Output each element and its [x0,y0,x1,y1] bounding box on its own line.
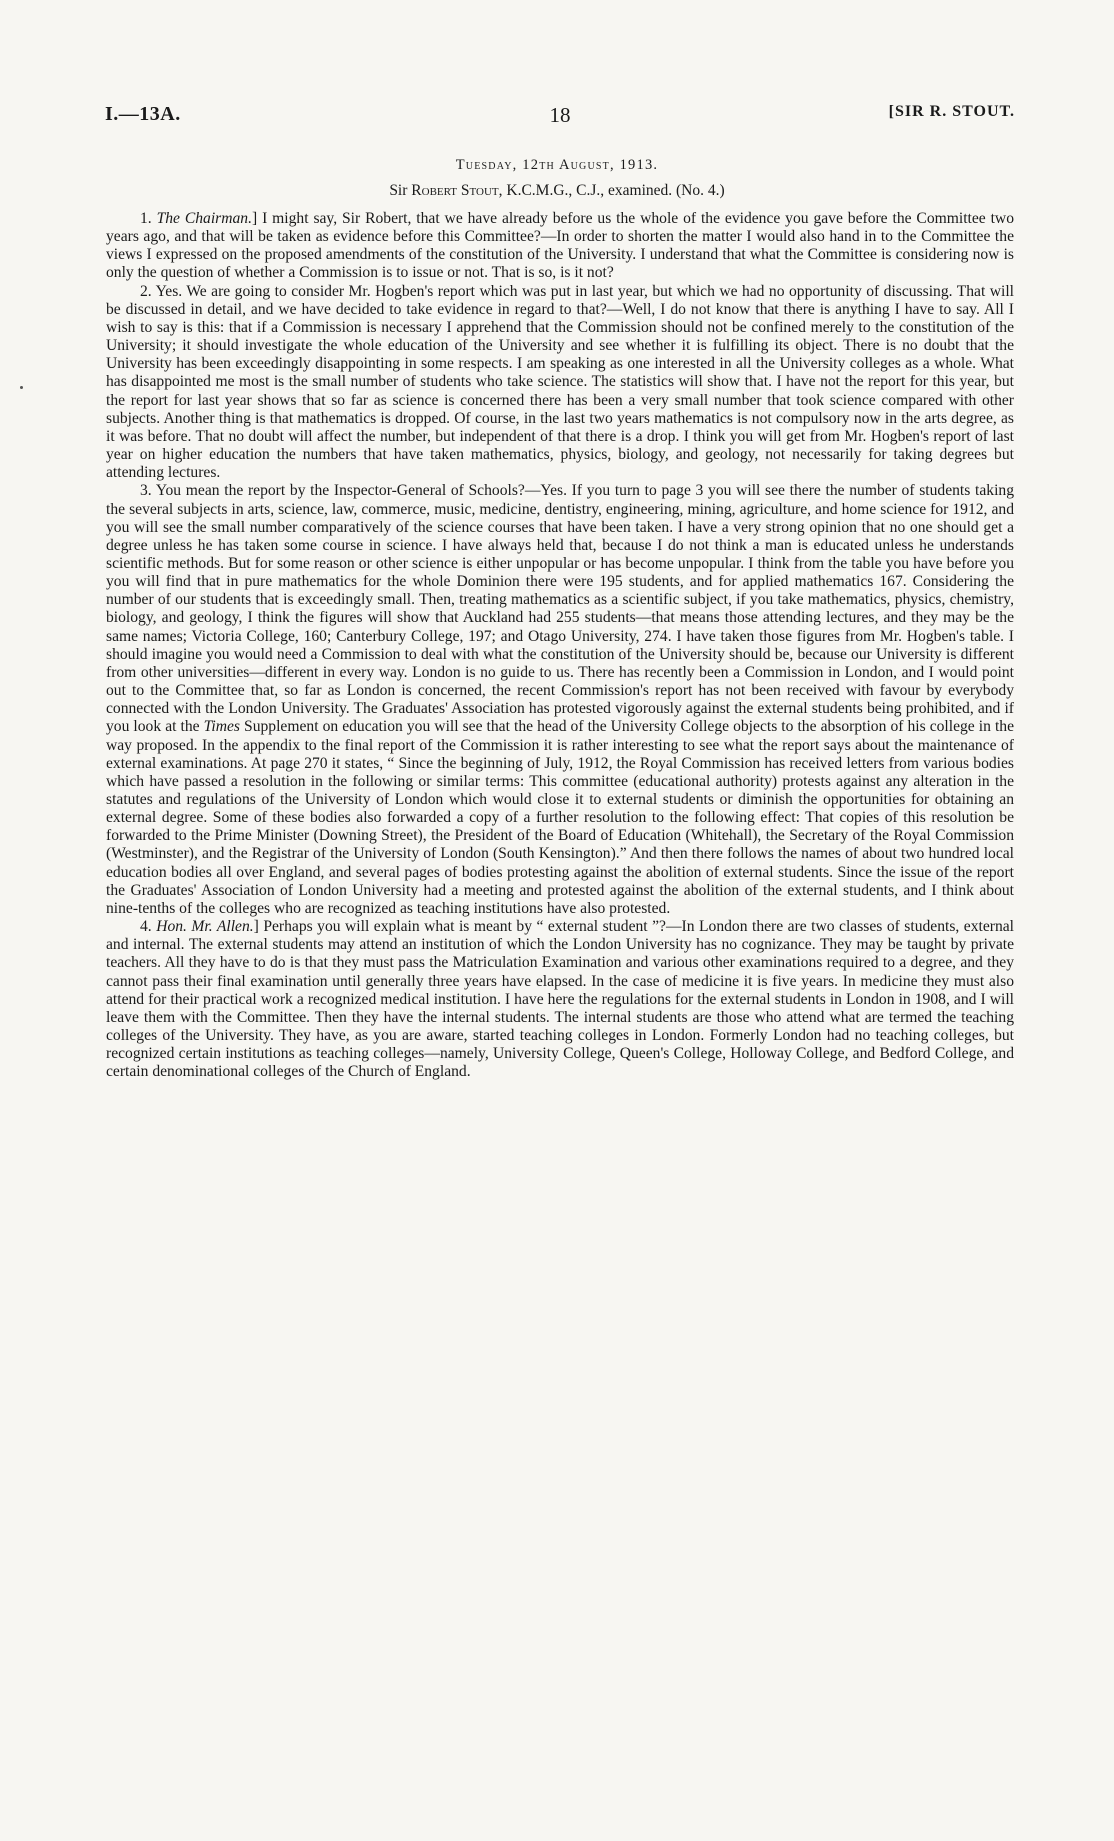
witness-line [0,182,1114,200]
paragraph-text: ] I might say, Sir Robert, that we have already before us the whole of the evidence you gave before the Committee two years ago, and that will be taken as evidence before this Committee?—In order to shorten the matter I would also hand in to the Committee the views I expressed on the proposed amendments of the constitution of the University. I understand that what the Committee is considering now is only the question of whether a Commission is to issue or not. That is so, is it not? [106,210,1014,282]
question-number: 4. [140,918,157,936]
paragraph-text-continued: Supplement on education you will see that the head of the University College objects to the absorption of his college in the way proposed. In the appendix to the final report of the Commission it is rather interesting to see what the report says about the maintenance of external examinations. At page 270 it states, “ Since the beginning of July, 1912, the Royal Commission has received letters from various bodies which have passed a resolution in the following or similar terms: This committee (educational authority) protests against any alteration in the statutes and regulations of the University of London which would close it to external students or diminish the opportunities for obtaining an external degree. Some of these bodies also forwarded a copy of a further resolution to the following effect: That copies of this resolution be forwarded to the Prime Minister (Downing Street), the President of the Board of Education (Whitehall), the Secretary of the Royal Commission (Westminster), and the Registrar of the University of London (South Kensington).” And then there follows the names of about two hundred local education bodies all over England, and several pages of bodies protesting against the abolition of external students. Since the issue of the report the Graduates' Association of London University had a meeting and protested against the abolition of the external students, and I think about nine-tenths of the colleges who are recognized as teaching institutions have also protested. [106,718,1014,917]
page-header [105,103,1015,135]
witness-name: Robert Stout [411,182,499,199]
page-number: 18 [549,103,571,127]
paragraph-1 [106,210,1014,283]
session-date: Tuesday, 12th August, 1913. [455,157,659,173]
paragraph-text: You mean the report by the Inspector-General of Schools?—Yes. If you turn to page 3 you will see there the number of students taking the several subjects in arts, science, law, commerce, music, medicine, dentistry, engineering, mining, agriculture, and home science for 1912, and you will see the small number comparatively of the science courses that have been taken. I have a very strong opinion that no one should get a degree unless he has taken some course in science. I have always held that, because I do not think a man is educated unless he understands scientific methods. But for some reason or other science is either unpopular or has become unpopular. I think from the table you have before you you will find that in pure mathematics for the whole Dominion there were 195 students, and for applied mathematics 167. Considering the number of our students that is exceedingly small. Then, treating mathematics as a scientific subject, if you take mathematics, physics, chemistry, biology, and geology, I think the figures will show that Auckland had 255 students—that means those attending lectures, and they may be the same names; Victoria College, 160; Canterbury College, 197; and Otago University, 274. I have taken those figures from Mr. Hogben's table. I should imagine you would need a Commission to deal with what the constitution of the University should be, because our University is different from other universities—different in every way. London is no guide to us. There has recently been a Commission in London, and I would point out to the Committee that, so far as London is concerned, the recent Commission's report has not been received with favour by everybody connected with the London University. The Graduates' Association has protested vigorously against the external students being prohibited, and if you look at the [106,482,1014,736]
paragraph-2 [106,283,1014,483]
speaker-name: Hon. Mr. Allen. [156,918,254,936]
question-number: 2. [140,282,156,300]
question-number: 1. [140,210,157,227]
question-number: 3. [140,482,156,500]
paragraph-text: ] Perhaps you will explain what is meant by “ external student ”?—In London there are two classes of students, external and internal. The external students may attend an institution of which the London University has no cognizance. They may be taught by private teachers. All they have to do is that they must pass the Matriculation Examination and various other examinations required to a degree, and they cannot pass their final examination until generally three years have elapsed. In the case of medicine it is five years. In medicine they must also attend for their practical work a recognized medical institution. I have here the regulations for the external students in London in 1908, and I will leave them with the Committee. Then they have the internal students. The internal students are those who attend what are termed the teaching colleges of the University. They have, as you are aware, started teaching colleges in London. Formerly London had no teaching colleges, but recognized certain institutions as teaching colleges—namely, University College, Queen's College, Holloway College, and Bedford College, and certain denominational colleges of the Church of England. [106,918,1014,1081]
paragraph-text: Yes. We are going to consider Mr. Hogben's report which was put in last year, but which we had no opportunity of discussing. That will be discussed in detail, and we have decided to take evidence in regard to that?—Well, I do not know that there is anything I have to say. All I wish to say is this: that if a Commission is necessary I apprehend that the Commission should not be confined merely to the constitution of the University; it should investigate the whole education of the University and see whether it is fulfilling its object. There is no doubt that the University has been exceedingly disappointing in some respects. I am speaking as one interested in all the University colleges as a whole. What has disappointed me most is the small number of students who take science. The statistics will show that. I have not the report for this year, but the report for last year shows that so far as science is concerned there has been a very small number that took science compared with other subjects. Another thing is that mathematics is dropped. Of course, in the last two years mathematics is not compulsory now in the arts degree, as it was before. That no doubt will affect the number, but independent of that there is a drop. I think you will get from Mr. Hogben's report of last year on higher education the numbers that have taken mathematics, physics, biology, and geology, not necessarily for taking degrees but attending lectures. [106,282,1014,482]
italic-title: Times [203,718,240,736]
witness-suffix: , K.C.M.G., C.J., examined. (No. 4.) [498,182,725,199]
paragraph-3 [106,482,1014,918]
witness-running-head: [SIR R. STOUT. [888,103,1015,120]
paper-reference: I.—13A. [105,103,181,125]
margin-speck [20,386,23,389]
speaker-name: The Chairman. [156,210,253,227]
testimony-body [106,210,1014,1082]
paragraph-4 [106,918,1014,1081]
witness-prefix: Sir [389,182,412,199]
